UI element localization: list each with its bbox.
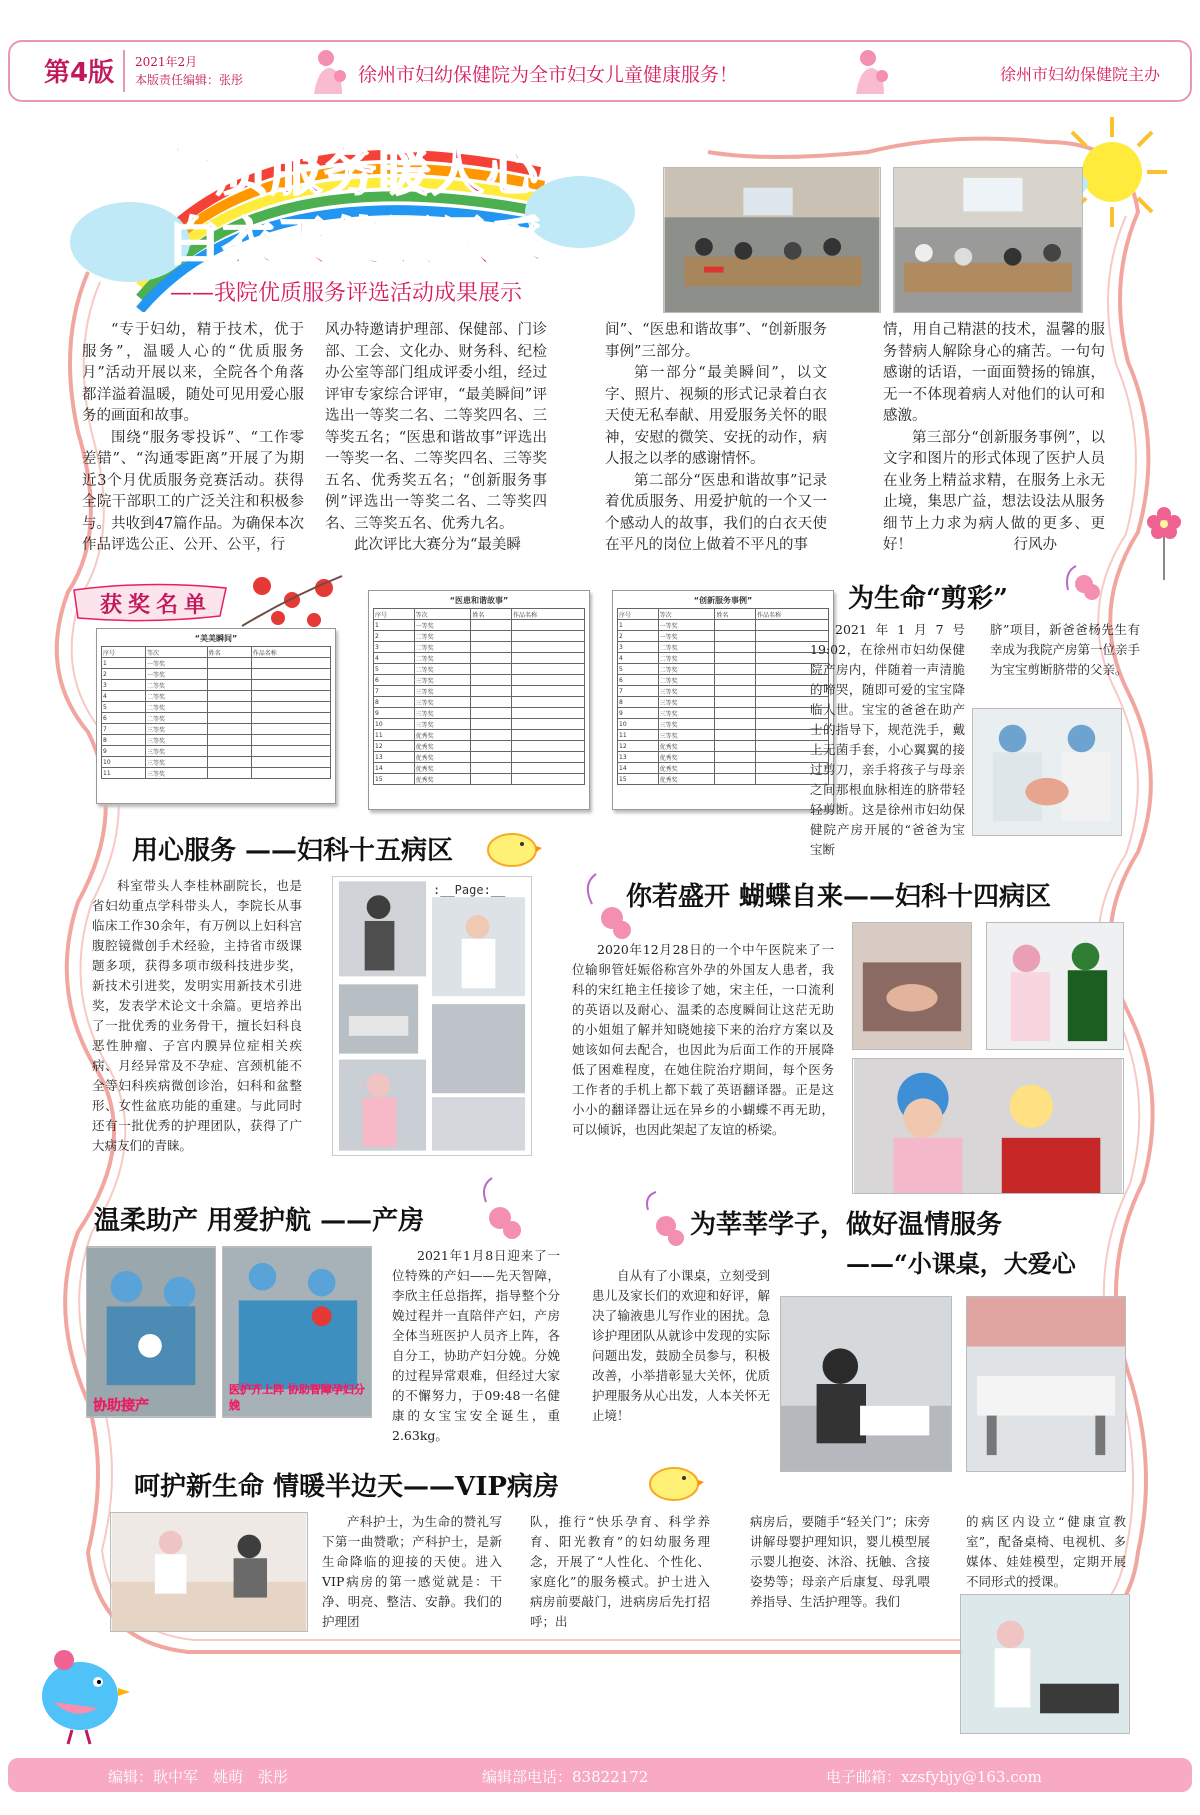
delivery-photo-2 [222,1246,372,1418]
awards-label: 获奖名单 [100,592,213,618]
table-caption: “医患和谐故事” [449,596,509,605]
delivery-paragraph: 2021年1月8日迎来了一位特殊的产妇——先天智障，李欣主任总指挥，指导整个分娩过程并一直陪伴产妇，产房全体当班医护人员齐上阵，各自分工，协助产妇分娩。分娩的过程异常艰难，但经过大家的不懈努力，于09:48一名健康的女宝宝安全诞生，重2.63kg。 [392,1248,560,1443]
vip-heading: 呵护新生命 情暖半边天——VIP病房 [134,1472,559,1502]
flower-icon [1062,560,1102,604]
awards-banner [70,580,230,624]
edition-label: 第4版 [44,58,115,88]
mother-child-icon [308,46,354,96]
delivery-heading: 温柔助产 用爱护航 ——产房 [94,1206,425,1236]
issue-editor: 本版责任编辑：张彤 [135,73,244,87]
intro-paragraph: 间”、“医患和谐故事”、“创新服务事例”三部分。 [605,322,827,360]
gyn14-heading: 你若盛开 蝴蝶自来——妇科十四病区 [626,882,1052,912]
footer-editors: 编辑：耿中军 姚萌 张彤 [108,1768,289,1786]
table-caption: “美美瞬间” [194,634,238,643]
gyn15-paragraph: 科室带头人李桂林副院长，也是省妇幼重点学科带头人，李院长从事临床工作30余年，有万例以上妇科宫腹腔镜微创手术经验，主持省市级课题多项，获得多项市级科技进步奖，新技术引进奖，发明实用新技术引进奖，发表学术论文十余篇。更培养出了一批优秀的业务骨干，擅长妇科良恶性肿瘤、子宫内膜异位症相关疾病、月经异常及不孕症、宫颈机能不全等妇科疾病微创诊治，妇科和盆整形、女性盆底功能的重建。与此同时还有一批优秀的护理团队，获得了广大病友们的青睐。 [92,878,302,1153]
vip-col-2 [530,1512,710,1632]
gyn14-text [572,940,834,1140]
intro-paragraph: 此次评比大赛分为“最美瞬 [354,537,521,553]
flower-icon [470,1172,530,1252]
page-header [8,40,1192,102]
intro-paragraph: 第二部分“医患和谐故事”记录着优质服务、用爱护航的一个又一个感动人的故事，我们的白衣天使在平凡的岗位上做着不平凡的事 [605,472,827,553]
vip-paragraph: 病房后，要随手“轻关门”；床旁讲解母婴护理知识，婴儿模型展示婴儿抱姿、沐浴、抚触、含接姿势等；母亲产后康复、母乳喂养指导、生活护理等。我们 [750,1514,930,1609]
vip-photo-1 [110,1512,308,1632]
intro-column-4 [883,320,1105,557]
main-subtitle: ——我院优质服务评选活动成果展示 [170,281,523,306]
gyn15-heading: 用心服务 ——妇科十五病区 [132,836,454,866]
gyn15-collage [332,876,532,1156]
intro-paragraph: 情，用自己精湛的技术，温馨的服务替病人解除身心的痛苦。一句句感谢的话语，一面面赞扬的锦旗，无一不体现着病人对他们的认可和感激。 [883,322,1105,424]
chick-icon [482,826,544,870]
cut-text-a [810,620,965,860]
plum-blossom-icon [232,566,350,636]
intro-column-2 [325,320,547,557]
main-title-line1: 优质服务暖人心 [162,143,541,203]
delivery-photo-caption: 协助接产 [93,1398,149,1414]
issue-date: 2021年2月 [135,55,198,69]
gyn14-photo-1 [852,922,972,1050]
mother-child-icon [850,46,896,96]
delivery-photo-caption: 医护齐上阵 协助智障孕妇分娩 [229,1383,365,1412]
cut-paragraph: 脐”项目，新爸爸杨先生有幸成为我院产房第一位亲手为宝宝剪断脐带的父亲。 [990,622,1141,677]
chick-icon [644,1460,706,1504]
award-table-stories: “医患和谐故事” 序号 等次 姓名 作品名称 1 一等奖 2 二等奖 3 二等奖 4 二等奖 5 二等奖 6 三等奖 7 三等奖 8 三等奖 9 三等奖 10 三等奖 11 优秀奖 12 优秀奖 13 优秀奖 14 优秀奖 15 优秀奖 [368,590,590,810]
header-divider [123,50,125,92]
students-text [592,1266,770,1426]
main-title-line2: 白衣天使展风采 [168,213,547,273]
meeting-photo-2 [893,167,1083,313]
students-heading: 为莘莘学子，做好温情服务 [690,1210,1003,1240]
header-host: 徐州市妇幼保健院主办 [999,65,1160,84]
vip-paragraph: 队，推行“快乐孕育、科学养育、阳光教育”的妇幼服务理念，开展了“人性化、个性化、家庭化”的服务模式。护士进入病房前要敲门，进病房后先打招呼；出 [530,1514,710,1629]
header-slogan: 徐州市妇幼保健院为全市妇女儿童健康服务！ [358,64,739,86]
table-caption: “创新服务事例” [693,596,753,605]
footer-email: 电子邮箱：xzsfybjy@163.com [826,1768,1042,1786]
students-paragraph: 自从有了小课桌，立刻受到患儿及家长们的欢迎和好评，解决了输液患儿写作业的困扰。急诊护理团队从就诊中发现的实际问题出发，鼓励全员参与，积极改善，小举措彰显大关怀，优质护理服务从心出发，人本关怀无止境！ [592,1268,770,1423]
vip-col-4 [966,1512,1126,1592]
cut-paragraph: 2021年1月7号19:02，在徐州市妇幼保健院产房内，伴随着一声清脆的啼哭，随即可爱的宝宝降临人世。宝宝的爸爸在助产士的指导下，规范洗手，戴上无菌手套，小心翼翼的接过剪刀，亲手将孩子与母亲之间那根血脉相连的脐带轻轻剪断。这是徐州市妇幼保健院产房开展的“爸爸为宝宝断 [810,622,965,857]
gyn14-paragraph: 2020年12月28日的一个中午医院来了一位输卵管妊娠俗称宫外孕的外国友人患者，我科的宋红艳主任接诊了她，宋主任，一口流利的英语以及耐心、温柔的态度瞬间让这茫无助的小姐姐了解并知晓她接下来的治疗方案以及她该如何去配合，也因此为后面工作的开展降低了困难程度，在她住院治疗期间，每个医务工作者的手机上都下载了英语翻译器。正是这小小的翻译器让远在异乡的小蝴蝶不再无助，可以倾诉，也因此架起了友谊的桥梁。 [572,942,834,1137]
page-footer [8,1758,1192,1792]
bird-icon [24,1626,134,1752]
intro-column-1 [82,320,304,557]
intro-paragraph: 第三部分“创新服务事例”，以文字和图片的形式体现了医护人员在业务上精益求精，在服务上永无止境，集思广益，想法设法从服务细节上力求为病人做的更多、更好！ 行风办 [883,429,1105,553]
cut-heading: 为生命“剪彩” [848,584,1008,614]
footer-phone: 编辑部电话：83822172 [482,1768,649,1786]
delivery-text [392,1246,560,1446]
gyn14-photo-3 [852,1058,1124,1194]
meeting-photo-1 [663,167,881,313]
students-photo-2 [966,1296,1126,1472]
award-table-innovation: “创新服务事例” 序号 等次 姓名 作品名称 1 一等奖 2 一等奖 3 二等奖 4 二等奖 5 二等奖 6 二等奖 7 三等奖 8 三等奖 9 三等奖 10 三等奖 11 三等奖 12 优秀奖 13 优秀奖 14 优秀奖 15 优秀奖 [612,590,834,810]
cut-text-b [990,620,1140,680]
vip-paragraph: 产科护士，为生命的赞礼写下第一曲赞歌；产科护士，是新生命降临的迎接的天使。进入VIP病房的第一感觉就是：干净、明亮、整洁、安静。我们的护理团 [322,1514,502,1629]
gyn15-text [92,876,302,1156]
vip-photo-2 [960,1594,1130,1734]
delivery-photo-1 [86,1246,216,1418]
intro-paragraph: “专于妇幼，精于技术，优于服务”，温暖人心的“优质服务月”活动开展以来，全院各个角落都洋溢着温暖，随处可见用爱心服务的画面和故事。 [82,322,304,424]
intro-paragraph: 围绕“服务零投诉”、“工作零差错”、“沟通零距离”开展了为期近3个月优质服务竞赛活动。获得全院干部职工的广泛关注和积极参与。共收到47篇作品。为确保本次作品评选公正、公开、公平，行 [82,429,304,553]
vip-col-3 [750,1512,930,1612]
award-table-moments: “美美瞬间” 序号 等次 姓名 作品名称 1 一等奖 2 一等奖 3 二等奖 4 二等奖 5 二等奖 6 二等奖 7 三等奖 8 三等奖 9 三等奖 10 三等奖 11 三等奖 [96,628,336,804]
intro-paragraph: 风办特邀请护理部、保健部、门诊部、工会、文化办、财务科、纪检办公室等部门组成评委小组，经过评审专家综合评审，“最美瞬间”评选出一等奖二名、二等奖四名、三等奖五名；“医患和谐故事”评选出一等奖一名、二等奖四名、三等奖五名、优秀奖五名；“创新服务事例”评选出一等奖二名、二等奖四名、三等奖五名、优秀九名。 [325,322,547,532]
newborn-photo [972,708,1122,836]
vip-paragraph: 的病区内设立“健康宣教室”，配备桌椅、电视机、多媒体、娃娃模型，定期开展不同形式的授课。 [966,1514,1126,1589]
students-photo-1 [780,1296,952,1472]
gyn14-photo-2 [986,922,1124,1050]
students-subheading: ——“小课桌，大爱心 [846,1249,1076,1278]
flower-icon [640,1190,694,1254]
intro-column-3 [605,320,827,557]
vip-col-1 [322,1512,502,1632]
flower-icon [1142,500,1186,580]
issue-meta [135,53,243,89]
intro-paragraph: 第一部分“最美瞬间”，以文字、照片、视频的形式记录着白衣天使无私奉献、用爱服务关怀的眼神，安慰的微笑、安抚的动作，病人报之以孝的感谢情怀。 [605,365,827,467]
page-placeholder-label: :__Page:__ [433,883,506,897]
